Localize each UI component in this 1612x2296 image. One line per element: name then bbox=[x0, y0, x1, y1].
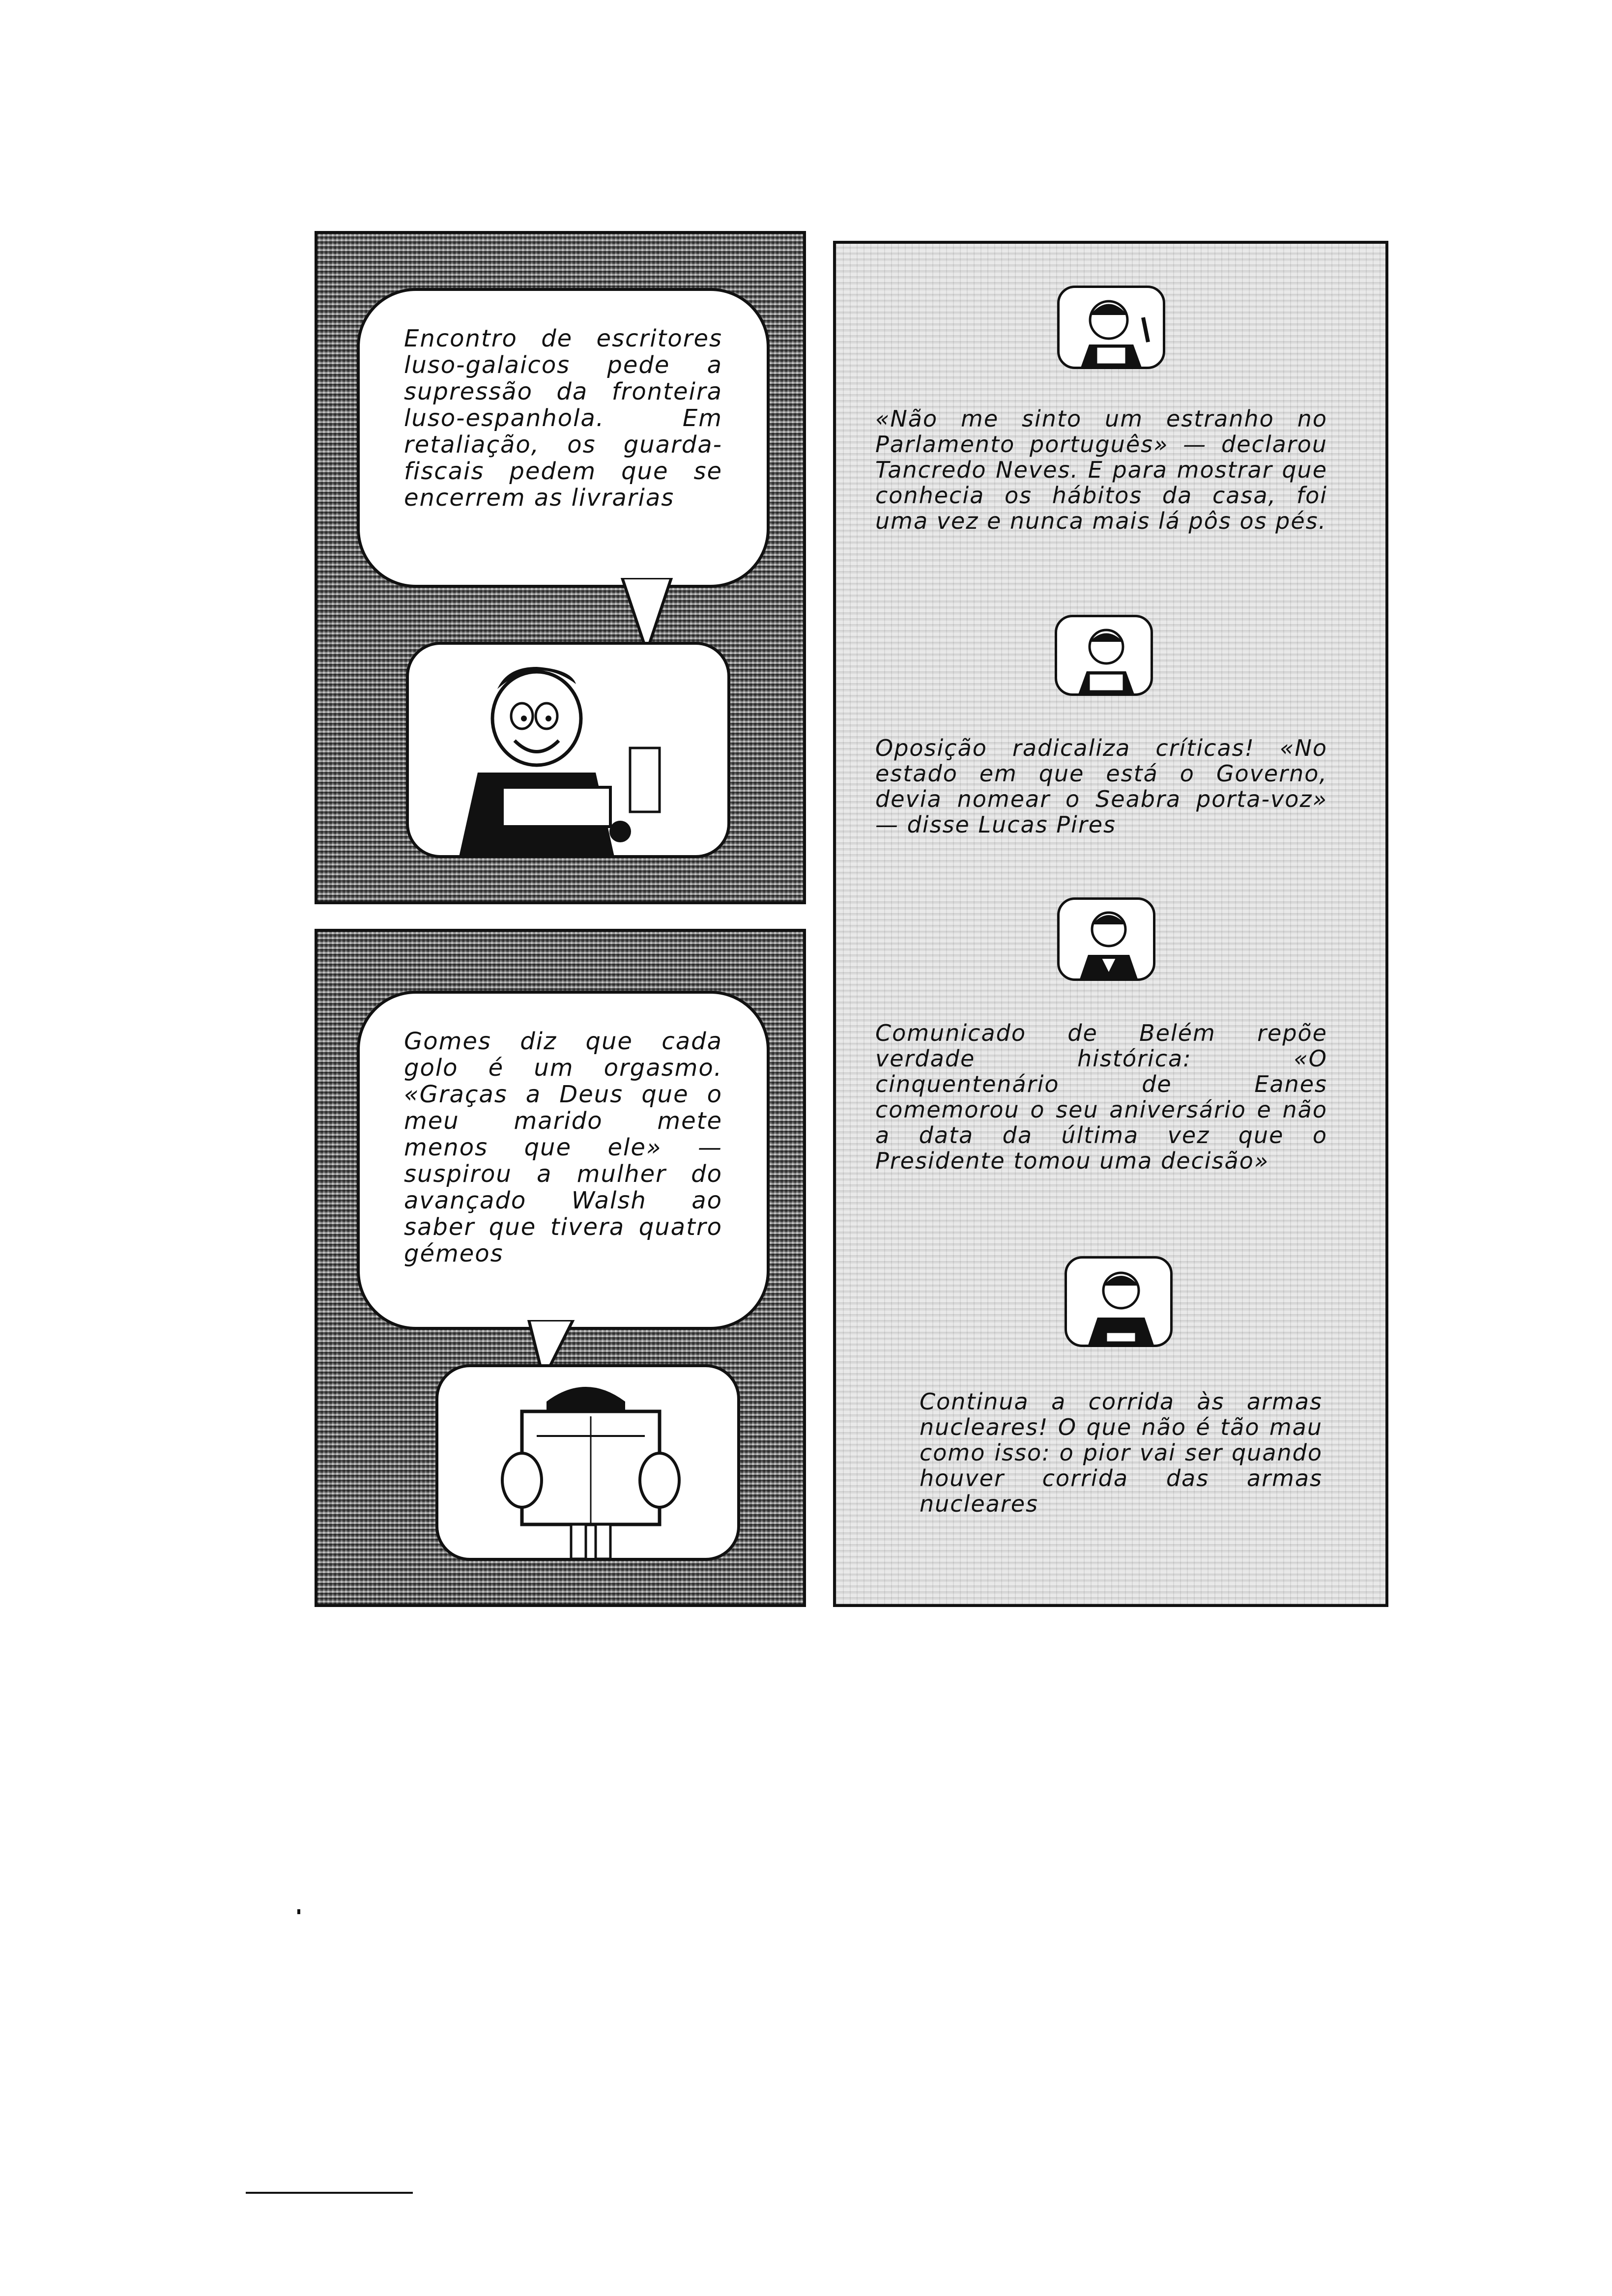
speech-balloon bbox=[357, 991, 770, 1330]
balloon-text: Gomes diz que cada golo é um orgasmo. «Graças a Deus que o meu marido mete menos que ele» — suspirou a mulher do avançado Walsh ao saber que tivera quatro gémeos bbox=[404, 1028, 722, 1267]
news-item-text: Oposição radicaliza críticas! «No estado em que está o Governo, devia nomear o Seabra porta-voz» — disse Lucas Pires bbox=[875, 735, 1327, 838]
tv-screen bbox=[1057, 286, 1165, 369]
newsreader-man-icon bbox=[409, 645, 730, 858]
comic-panel-top-left bbox=[315, 231, 806, 904]
tv-presenter-icon bbox=[1067, 1259, 1173, 1347]
tv-screen bbox=[435, 1364, 740, 1561]
tv-screen bbox=[1065, 1256, 1173, 1347]
tv-screen bbox=[1057, 897, 1155, 981]
tv-screen bbox=[406, 642, 730, 858]
scan-mark bbox=[297, 1909, 300, 1914]
scan-mark bbox=[246, 2192, 413, 2194]
news-item-text: Comunicado de Belém repõe verdade histórica: «O cinquentenário de Eanes comemorou o seu aniversário e não a data da última vez que o Presidente tomou uma decisão» bbox=[875, 1020, 1327, 1174]
balloon-text: Encontro de escritores luso-galaicos pede a supressão da fronteira luso-espanhola. Em retaliação, os guarda-fiscais pedem que se encerrem as livrarias bbox=[404, 325, 722, 512]
speech-balloon bbox=[357, 288, 770, 588]
news-item-text: Continua a corrida às armas nucleares! O que não é tão mau como isso: o pior vai ser quando houver corrida das armas nucleares bbox=[920, 1388, 1323, 1517]
comic-panel-bottom-left bbox=[315, 929, 806, 1607]
tv-presenter-icon bbox=[1060, 288, 1165, 369]
newspaper-reader-icon bbox=[438, 1367, 740, 1561]
news-item-text: «Não me sinto um estranho no Parlamento português» — declarou Tancredo Neves. E para mostrar que conhecia os hábitos da casa, foi uma vez e nunca mais lá pôs os pés. bbox=[875, 405, 1327, 534]
comic-panel-right bbox=[833, 241, 1388, 1607]
tv-presenter-icon bbox=[1057, 617, 1153, 696]
tv-screen bbox=[1055, 615, 1153, 696]
tv-presenter-icon bbox=[1060, 900, 1155, 981]
